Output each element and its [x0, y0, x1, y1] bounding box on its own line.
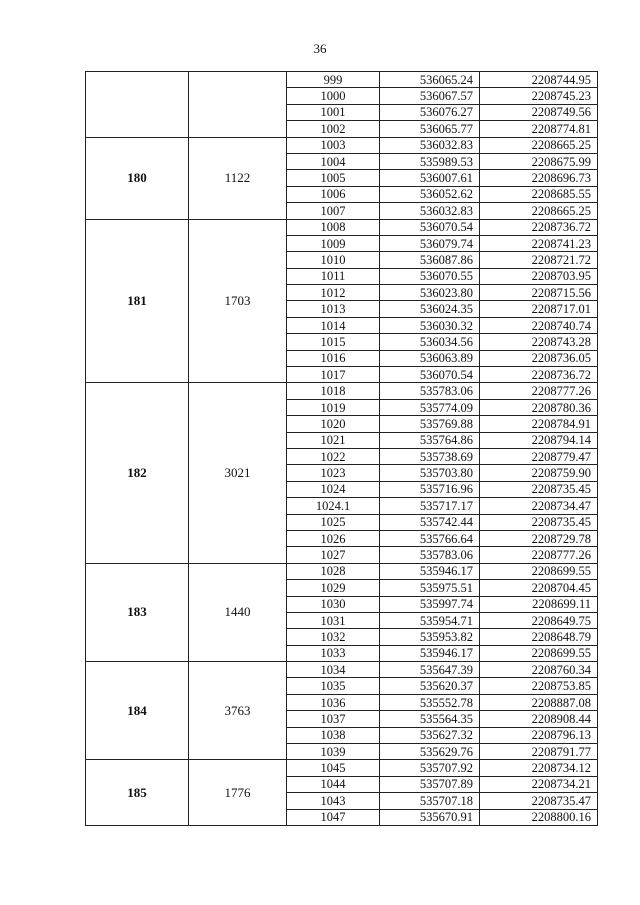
x-coordinate-cell: 535783.06 — [380, 547, 480, 563]
x-coordinate-cell: 536052.62 — [380, 186, 480, 202]
x-coordinate-cell: 536070.55 — [380, 268, 480, 284]
point-number-cell: 1005 — [287, 170, 380, 186]
area-cell: 3763 — [189, 662, 287, 760]
y-coordinate-cell: 2208649.75 — [480, 612, 598, 628]
y-coordinate-cell: 2208784.91 — [480, 416, 598, 432]
x-coordinate-cell: 536070.54 — [380, 367, 480, 383]
y-coordinate-cell: 2208703.95 — [480, 268, 598, 284]
y-coordinate-cell: 2208753.85 — [480, 678, 598, 694]
y-coordinate-cell: 2208734.47 — [480, 498, 598, 514]
y-coordinate-cell: 2208745.23 — [480, 88, 598, 104]
table-row — [86, 137, 598, 153]
y-coordinate-cell: 2208741.23 — [480, 235, 598, 251]
area-cell: 1776 — [189, 760, 287, 826]
y-coordinate-cell: 2208780.36 — [480, 399, 598, 415]
y-coordinate-cell: 2208685.55 — [480, 186, 598, 202]
point-number-cell: 1017 — [287, 367, 380, 383]
area-cell: 3021 — [189, 383, 287, 563]
x-coordinate-cell: 535552.78 — [380, 694, 480, 710]
y-coordinate-cell: 2208735.45 — [480, 481, 598, 497]
x-coordinate-cell: 535717.17 — [380, 498, 480, 514]
y-coordinate-cell: 2208794.14 — [480, 432, 598, 448]
table-row — [86, 219, 598, 235]
table-row — [86, 563, 598, 579]
y-coordinate-cell: 2208908.44 — [480, 711, 598, 727]
x-coordinate-cell: 535627.32 — [380, 727, 480, 743]
x-coordinate-cell: 535647.39 — [380, 662, 480, 678]
point-number-cell: 1021 — [287, 432, 380, 448]
y-coordinate-cell: 2208734.12 — [480, 760, 598, 776]
x-coordinate-cell: 536007.61 — [380, 170, 480, 186]
y-coordinate-cell: 2208665.25 — [480, 203, 598, 219]
y-coordinate-cell: 2208777.26 — [480, 383, 598, 399]
y-coordinate-cell: 2208721.72 — [480, 252, 598, 268]
x-coordinate-cell: 536023.80 — [380, 285, 480, 301]
y-coordinate-cell: 2208729.78 — [480, 530, 598, 546]
y-coordinate-cell: 2208759.90 — [480, 465, 598, 481]
x-coordinate-cell: 535707.89 — [380, 776, 480, 792]
point-number-cell: 1003 — [287, 137, 380, 153]
point-number-cell: 1033 — [287, 645, 380, 661]
x-coordinate-cell: 536034.56 — [380, 334, 480, 350]
y-coordinate-cell: 2208675.99 — [480, 153, 598, 169]
y-coordinate-cell: 2208699.55 — [480, 563, 598, 579]
y-coordinate-cell: 2208779.47 — [480, 448, 598, 464]
table-row — [86, 760, 598, 776]
y-coordinate-cell: 2208735.47 — [480, 793, 598, 809]
parcel-number-cell: 182 — [86, 383, 189, 563]
y-coordinate-cell: 2208774.81 — [480, 121, 598, 137]
point-number-cell: 1034 — [287, 662, 380, 678]
y-coordinate-cell: 2208743.28 — [480, 334, 598, 350]
x-coordinate-cell: 535989.53 — [380, 153, 480, 169]
y-coordinate-cell: 2208740.74 — [480, 317, 598, 333]
page-number: 36 — [313, 41, 327, 56]
y-coordinate-cell: 2208735.45 — [480, 514, 598, 530]
y-coordinate-cell: 2208734.21 — [480, 776, 598, 792]
point-number-cell: 1006 — [287, 186, 380, 202]
y-coordinate-cell: 2208744.95 — [480, 72, 598, 88]
parcel-number-cell: 183 — [86, 563, 189, 661]
point-number-cell: 1025 — [287, 514, 380, 530]
x-coordinate-cell: 535769.88 — [380, 416, 480, 432]
point-number-cell: 999 — [287, 72, 380, 88]
point-number-cell: 1035 — [287, 678, 380, 694]
point-number-cell: 1043 — [287, 793, 380, 809]
x-coordinate-cell: 536030.32 — [380, 317, 480, 333]
y-coordinate-cell: 2208736.72 — [480, 219, 598, 235]
point-number-cell: 1031 — [287, 612, 380, 628]
point-number-cell: 1036 — [287, 694, 380, 710]
parcel-number-cell: 184 — [86, 662, 189, 760]
x-coordinate-cell: 535953.82 — [380, 629, 480, 645]
y-coordinate-cell: 2208760.34 — [480, 662, 598, 678]
table-row — [86, 383, 598, 399]
y-coordinate-cell: 2208800.16 — [480, 809, 598, 825]
x-coordinate-cell: 535703.80 — [380, 465, 480, 481]
point-number-cell: 1007 — [287, 203, 380, 219]
y-coordinate-cell: 2208736.05 — [480, 350, 598, 366]
x-coordinate-cell: 535954.71 — [380, 612, 480, 628]
point-number-cell: 1045 — [287, 760, 380, 776]
y-coordinate-cell: 2208777.26 — [480, 547, 598, 563]
point-number-cell: 1024.1 — [287, 498, 380, 514]
x-coordinate-cell: 536079.74 — [380, 235, 480, 251]
point-number-cell: 1026 — [287, 530, 380, 546]
x-coordinate-cell: 535629.76 — [380, 744, 480, 760]
x-coordinate-cell: 535946.17 — [380, 645, 480, 661]
point-number-cell: 1001 — [287, 104, 380, 120]
x-coordinate-cell: 536063.89 — [380, 350, 480, 366]
point-number-cell: 1018 — [287, 383, 380, 399]
x-coordinate-cell: 535975.51 — [380, 580, 480, 596]
x-coordinate-cell: 536032.83 — [380, 203, 480, 219]
point-number-cell: 1039 — [287, 744, 380, 760]
x-coordinate-cell: 535774.09 — [380, 399, 480, 415]
point-number-cell: 1037 — [287, 711, 380, 727]
y-coordinate-cell: 2208665.25 — [480, 137, 598, 153]
table-row — [86, 662, 598, 678]
point-number-cell: 1023 — [287, 465, 380, 481]
y-coordinate-cell: 2208699.11 — [480, 596, 598, 612]
point-number-cell: 1000 — [287, 88, 380, 104]
point-number-cell: 1029 — [287, 580, 380, 596]
point-number-cell: 1012 — [287, 285, 380, 301]
x-coordinate-cell: 536065.24 — [380, 72, 480, 88]
area-cell: 1440 — [189, 563, 287, 661]
point-number-cell: 1010 — [287, 252, 380, 268]
point-number-cell: 1009 — [287, 235, 380, 251]
point-number-cell: 1002 — [287, 121, 380, 137]
x-coordinate-cell: 536087.86 — [380, 252, 480, 268]
point-number-cell: 1038 — [287, 727, 380, 743]
x-coordinate-cell: 535742.44 — [380, 514, 480, 530]
point-number-cell: 1013 — [287, 301, 380, 317]
y-coordinate-cell: 2208796.13 — [480, 727, 598, 743]
point-number-cell: 1022 — [287, 448, 380, 464]
point-number-cell: 1020 — [287, 416, 380, 432]
x-coordinate-cell: 535783.06 — [380, 383, 480, 399]
point-number-cell: 1011 — [287, 268, 380, 284]
y-coordinate-cell: 2208736.72 — [480, 367, 598, 383]
x-coordinate-cell: 535997.74 — [380, 596, 480, 612]
point-number-cell: 1044 — [287, 776, 380, 792]
area-cell: 1703 — [189, 219, 287, 383]
x-coordinate-cell: 535946.17 — [380, 563, 480, 579]
area-cell — [189, 72, 287, 138]
x-coordinate-cell: 535564.35 — [380, 711, 480, 727]
x-coordinate-cell: 535766.64 — [380, 530, 480, 546]
y-coordinate-cell: 2208715.56 — [480, 285, 598, 301]
y-coordinate-cell: 2208648.79 — [480, 629, 598, 645]
parcel-number-cell: 185 — [86, 760, 189, 826]
point-number-cell: 1027 — [287, 547, 380, 563]
x-coordinate-cell: 536067.57 — [380, 88, 480, 104]
x-coordinate-cell: 535764.86 — [380, 432, 480, 448]
x-coordinate-cell: 535707.18 — [380, 793, 480, 809]
coordinates-table-body — [86, 72, 598, 826]
x-coordinate-cell: 535670.91 — [380, 809, 480, 825]
y-coordinate-cell: 2208699.55 — [480, 645, 598, 661]
point-number-cell: 1024 — [287, 481, 380, 497]
table-row — [86, 72, 598, 88]
point-number-cell: 1028 — [287, 563, 380, 579]
point-number-cell: 1014 — [287, 317, 380, 333]
x-coordinate-cell: 536024.35 — [380, 301, 480, 317]
coordinates-table — [85, 71, 598, 826]
point-number-cell: 1015 — [287, 334, 380, 350]
area-cell: 1122 — [189, 137, 287, 219]
y-coordinate-cell: 2208749.56 — [480, 104, 598, 120]
x-coordinate-cell: 535716.96 — [380, 481, 480, 497]
x-coordinate-cell: 536070.54 — [380, 219, 480, 235]
parcel-number-cell: 181 — [86, 219, 189, 383]
y-coordinate-cell: 2208717.01 — [480, 301, 598, 317]
x-coordinate-cell: 535707.92 — [380, 760, 480, 776]
y-coordinate-cell: 2208696.73 — [480, 170, 598, 186]
point-number-cell: 1008 — [287, 219, 380, 235]
y-coordinate-cell: 2208704.45 — [480, 580, 598, 596]
x-coordinate-cell: 536065.77 — [380, 121, 480, 137]
y-coordinate-cell: 2208887.08 — [480, 694, 598, 710]
parcel-number-cell — [86, 72, 189, 138]
x-coordinate-cell: 536076.27 — [380, 104, 480, 120]
y-coordinate-cell: 2208791.77 — [480, 744, 598, 760]
parcel-number-cell: 180 — [86, 137, 189, 219]
point-number-cell: 1047 — [287, 809, 380, 825]
x-coordinate-cell: 535620.37 — [380, 678, 480, 694]
point-number-cell: 1004 — [287, 153, 380, 169]
x-coordinate-cell: 535738.69 — [380, 448, 480, 464]
point-number-cell: 1016 — [287, 350, 380, 366]
point-number-cell: 1030 — [287, 596, 380, 612]
point-number-cell: 1032 — [287, 629, 380, 645]
point-number-cell: 1019 — [287, 399, 380, 415]
x-coordinate-cell: 536032.83 — [380, 137, 480, 153]
